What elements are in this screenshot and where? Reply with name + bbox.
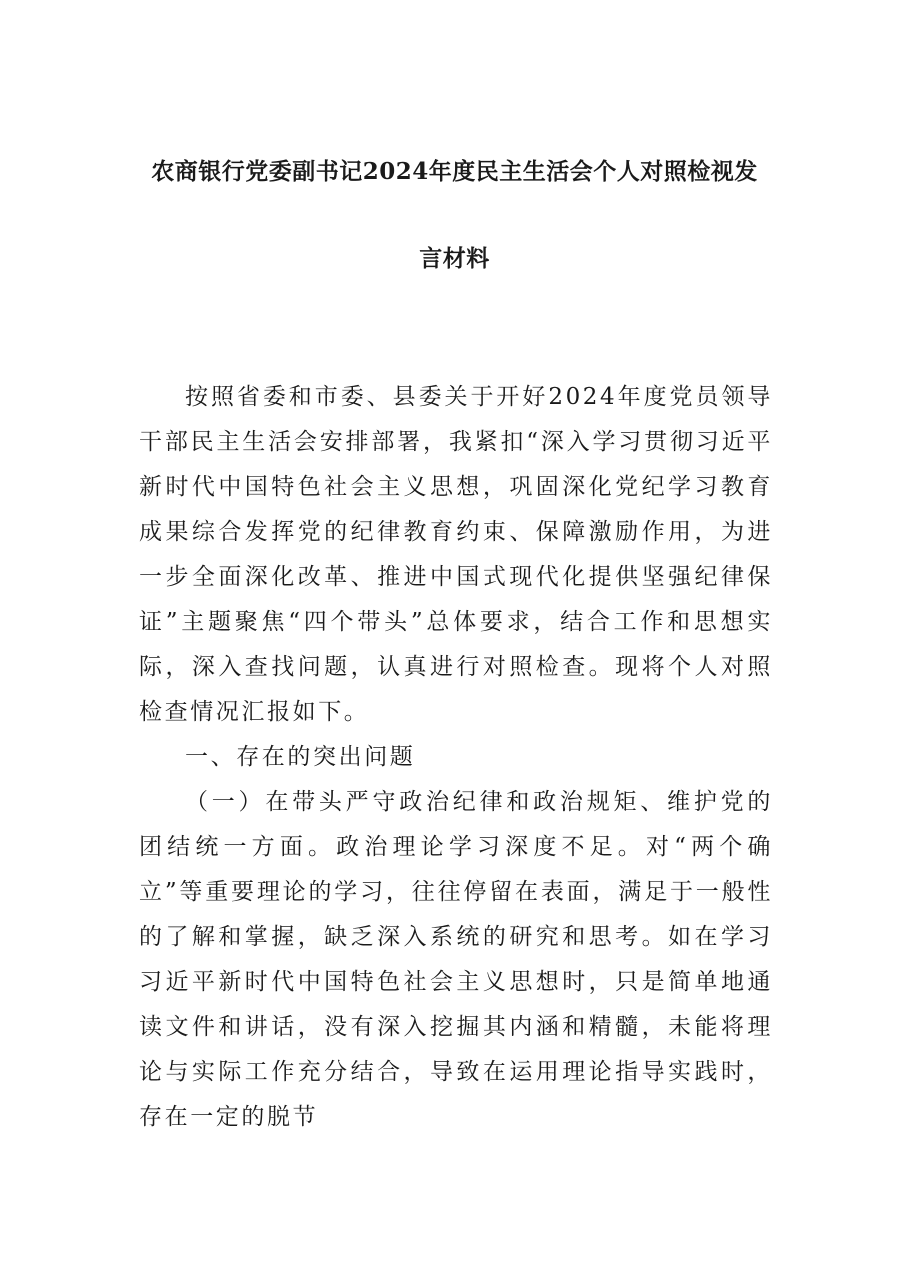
section-paragraph: （一）在带头严守政治纪律和政治规矩、维护党的团结统一方面。政治理论学习深度不足。对“两个确立”等重要理论的学习，往往停留在表面，满足于一般性的了解和掌握，缺乏深入系统的研究和思考。如在学习习近平新时代中国特色社会主义思想时，只是简单地通读文件和讲话，没有深入挖掘其内涵和精髓，未能将理论与实际工作充分结合，导致在运用理论指导实践时，存在一定的脱节 [139, 789, 773, 1130]
section-heading: 一、存在的突出问题 [185, 744, 416, 770]
intro-paragraph: 按照省委和市委、县委关于开好2024年度党员领导干部民主生活会安排部署，我紧扣“深入学习贯彻习近平新时代中国特色社会主义思想，巩固深化党纪学习教育成果综合发挥党的纪律教育约束、保障激励作用，为进一步全面深化改革、推进中国式现代化提供坚强纪律保证”主题聚焦“四个带头”总体要求，结合工作和思想实际，深入查找问题，认真进行对照检查。现将个人对照检查情况汇报如下。 [139, 384, 773, 725]
document-body [139, 375, 773, 1140]
document-title-line-2: 言材料 [419, 245, 490, 272]
document-title-line-1: 农商银行党委副书记2024年度民主生活会个人对照检视发 [151, 158, 758, 185]
